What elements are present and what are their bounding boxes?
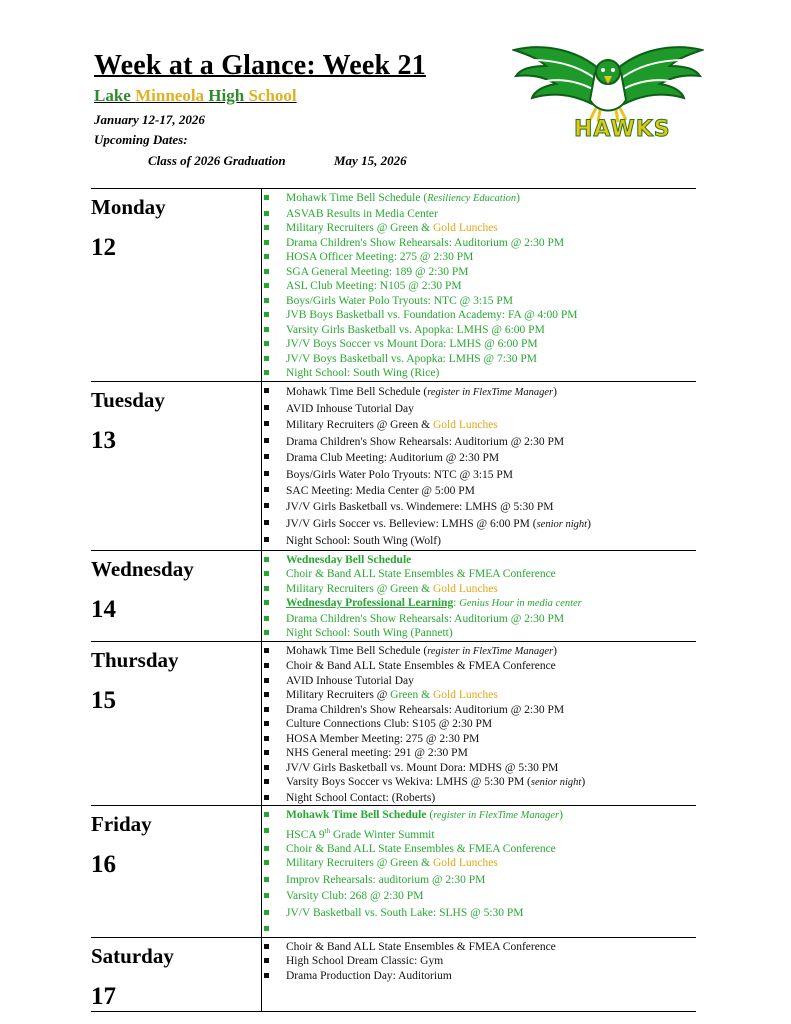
day-name: Wednesday: [91, 556, 194, 581]
day-number: 15: [91, 686, 116, 714]
weekly-schedule-table: [91, 188, 696, 1012]
event-item: AVID Inhouse Tutorial Day: [262, 401, 696, 417]
upcoming-dates-label: Upcoming Dates:: [94, 132, 188, 147]
day-row-saturday: [91, 937, 696, 1011]
event-item: Military Recruiters @ Green & Gold Lunches: [262, 221, 696, 236]
event-item: JV/V Basketball vs. South Lake: SLHS @ 5:30 PM: [262, 906, 696, 921]
day-name: Friday: [91, 812, 152, 837]
event-item: JV/V Boys Basketball vs. Apopka: LMHS @ 7:30 PM: [262, 352, 696, 367]
day-number: 12: [91, 234, 116, 261]
event-item: SAC Meeting: Media Center @ 5:00 PM: [262, 483, 696, 499]
event-list: [262, 642, 696, 806]
event-item: Night School Contact: (Roberts): [262, 791, 696, 806]
event-item: Military Recruiters @ Green & Gold Lunches: [262, 417, 696, 433]
events-cell: [262, 381, 697, 550]
day-row-monday: [91, 189, 696, 382]
event-item: Boys/Girls Water Polo Tryouts: NTC @ 3:15 PM: [262, 294, 696, 309]
day-number: 13: [91, 426, 116, 454]
day-row-friday: [91, 806, 696, 938]
day-cell: [91, 937, 262, 1011]
event-list: [262, 938, 696, 984]
event-item: JV/V Boys Soccer vs Mount Dora: LMHS @ 6:00 PM: [262, 337, 696, 352]
events-cell: [262, 550, 697, 641]
day-number: 16: [91, 851, 116, 879]
event-list: [262, 806, 696, 937]
event-item: Boys/Girls Water Polo Tryouts: NTC @ 3:15 PM: [262, 467, 696, 483]
event-item: JV/V Girls Basketball vs. Mount Dora: MDHS @ 5:30 PM: [262, 761, 696, 776]
day-cell: [91, 806, 262, 938]
events-cell: [262, 641, 697, 806]
event-list: [262, 551, 696, 641]
event-item: Mohawk Time Bell Schedule (register in FlexTime Manager): [262, 808, 696, 824]
day-number: 14: [91, 595, 116, 623]
event-item: Night School: South Wing (Rice): [262, 366, 696, 381]
page-title: Week at a Glance: Week 21: [94, 50, 426, 81]
logo-hawks-text: HAWKS: [574, 117, 671, 142]
event-item: Mohawk Time Bell Schedule (register in FlexTime Manager): [262, 644, 696, 660]
date-range: January 12-17, 2026: [94, 112, 205, 127]
event-item: NHS General meeting: 291 @ 2:30 PM: [262, 746, 696, 761]
event-item: Varsity Club: 268 @ 2:30 PM: [262, 889, 696, 904]
events-cell: [262, 806, 697, 938]
day-row-wednesday: [91, 550, 696, 641]
event-item: JV/V Girls Soccer vs. Belleview: LMHS @ 6:00 PM (senior night): [262, 516, 696, 533]
day-cell: [91, 550, 262, 641]
event-item: Drama Children's Show Rehearsals: Auditorium @ 2:30 PM: [262, 612, 696, 627]
day-cell: [91, 381, 262, 550]
event-item: Mohawk Time Bell Schedule (register in FlexTime Manager): [262, 384, 696, 401]
event-item: JVB Boys Basketball vs. Foundation Academy: FA @ 4:00 PM: [262, 308, 696, 323]
event-item: Drama Club Meeting: Auditorium @ 2:30 PM: [262, 450, 696, 466]
event-item: Choir & Band ALL State Ensembles & FMEA Conference: [262, 940, 696, 955]
event-item: ASVAB Results in Media Center: [262, 207, 696, 222]
graduation-label: Class of 2026 Graduation: [148, 153, 286, 168]
event-item: JV/V Girls Basketball vs. Windemere: LMHS @ 5:30 PM: [262, 499, 696, 515]
event-item: HSCA 9th Grade Winter Summit: [262, 824, 696, 842]
events-cell: [262, 937, 697, 1011]
event-item: Drama Children's Show Rehearsals: Auditorium @ 2:30 PM: [262, 434, 696, 450]
school-word-minneola: Minneola: [135, 86, 205, 105]
day-name: Thursday: [91, 647, 179, 672]
event-item: Mohawk Time Bell Schedule (Resiliency Education): [262, 191, 696, 207]
event-item: HOSA Officer Meeting: 275 @ 2:30 PM: [262, 250, 696, 265]
event-item: Varsity Girls Basketball vs. Apopka: LMHS @ 6:00 PM: [262, 323, 696, 338]
event-item: Choir & Band ALL State Ensembles & FMEA Conference: [262, 567, 696, 582]
graduation-date: May 15, 2026: [334, 153, 407, 168]
event-item: Improv Rehearsals: auditorium @ 2:30 PM: [262, 873, 696, 888]
event-item: Military Recruiters @ Green & Gold Lunches: [262, 582, 696, 597]
events-cell: [262, 189, 697, 382]
event-item: Night School: South Wing (Pannett): [262, 626, 696, 641]
event-item: Choir & Band ALL State Ensembles & FMEA Conference: [262, 659, 696, 674]
event-item: High School Dream Classic: Gym: [262, 954, 696, 969]
event-item: Drama Production Day: Auditorium: [262, 969, 696, 984]
day-cell: [91, 189, 262, 382]
event-item: Choir & Band ALL State Ensembles & FMEA Conference: [262, 842, 696, 857]
event-item: ASL Club Meeting: N105 @ 2:30 PM: [262, 279, 696, 294]
event-item: Drama Children's Show Rehearsals: Auditorium @ 2:30 PM: [262, 236, 696, 251]
event-item: HOSA Member Meeting: 275 @ 2:30 PM: [262, 732, 696, 747]
day-name: Saturday: [91, 943, 174, 968]
event-item: Wednesday Bell Schedule: [262, 553, 696, 568]
school-name: [94, 86, 297, 106]
day-name: Monday: [91, 195, 166, 219]
day-number: 17: [91, 982, 116, 1010]
school-word-school: School: [248, 86, 297, 105]
event-item: Culture Connections Club: S105 @ 2:30 PM: [262, 717, 696, 732]
school-word-lake: Lake: [94, 86, 131, 105]
event-item: Night School: South Wing (Wolf): [262, 533, 696, 549]
event-item: Military Recruiters @ Green & Gold Lunches: [262, 688, 696, 703]
day-name: Tuesday: [91, 387, 165, 412]
event-item-empty: [262, 922, 696, 937]
school-word-high: High: [208, 86, 245, 105]
event-item: Drama Children's Show Rehearsals: Auditorium @ 2:30 PM: [262, 703, 696, 718]
event-item: Varsity Boys Soccer vs Wekiva: LMHS @ 5:30 PM (senior night): [262, 775, 696, 791]
event-list: [262, 382, 696, 550]
event-item: SGA General Meeting: 189 @ 2:30 PM: [262, 265, 696, 280]
day-row-tuesday: [91, 381, 696, 550]
event-item: AVID Inhouse Tutorial Day: [262, 674, 696, 689]
event-item: Wednesday Professional Learning: Genius Hour in media center: [262, 596, 696, 612]
day-row-thursday: [91, 641, 696, 806]
event-item: Military Recruiters @ Green & Gold Lunches: [262, 856, 696, 871]
day-cell: [91, 641, 262, 806]
event-list: [262, 189, 696, 381]
